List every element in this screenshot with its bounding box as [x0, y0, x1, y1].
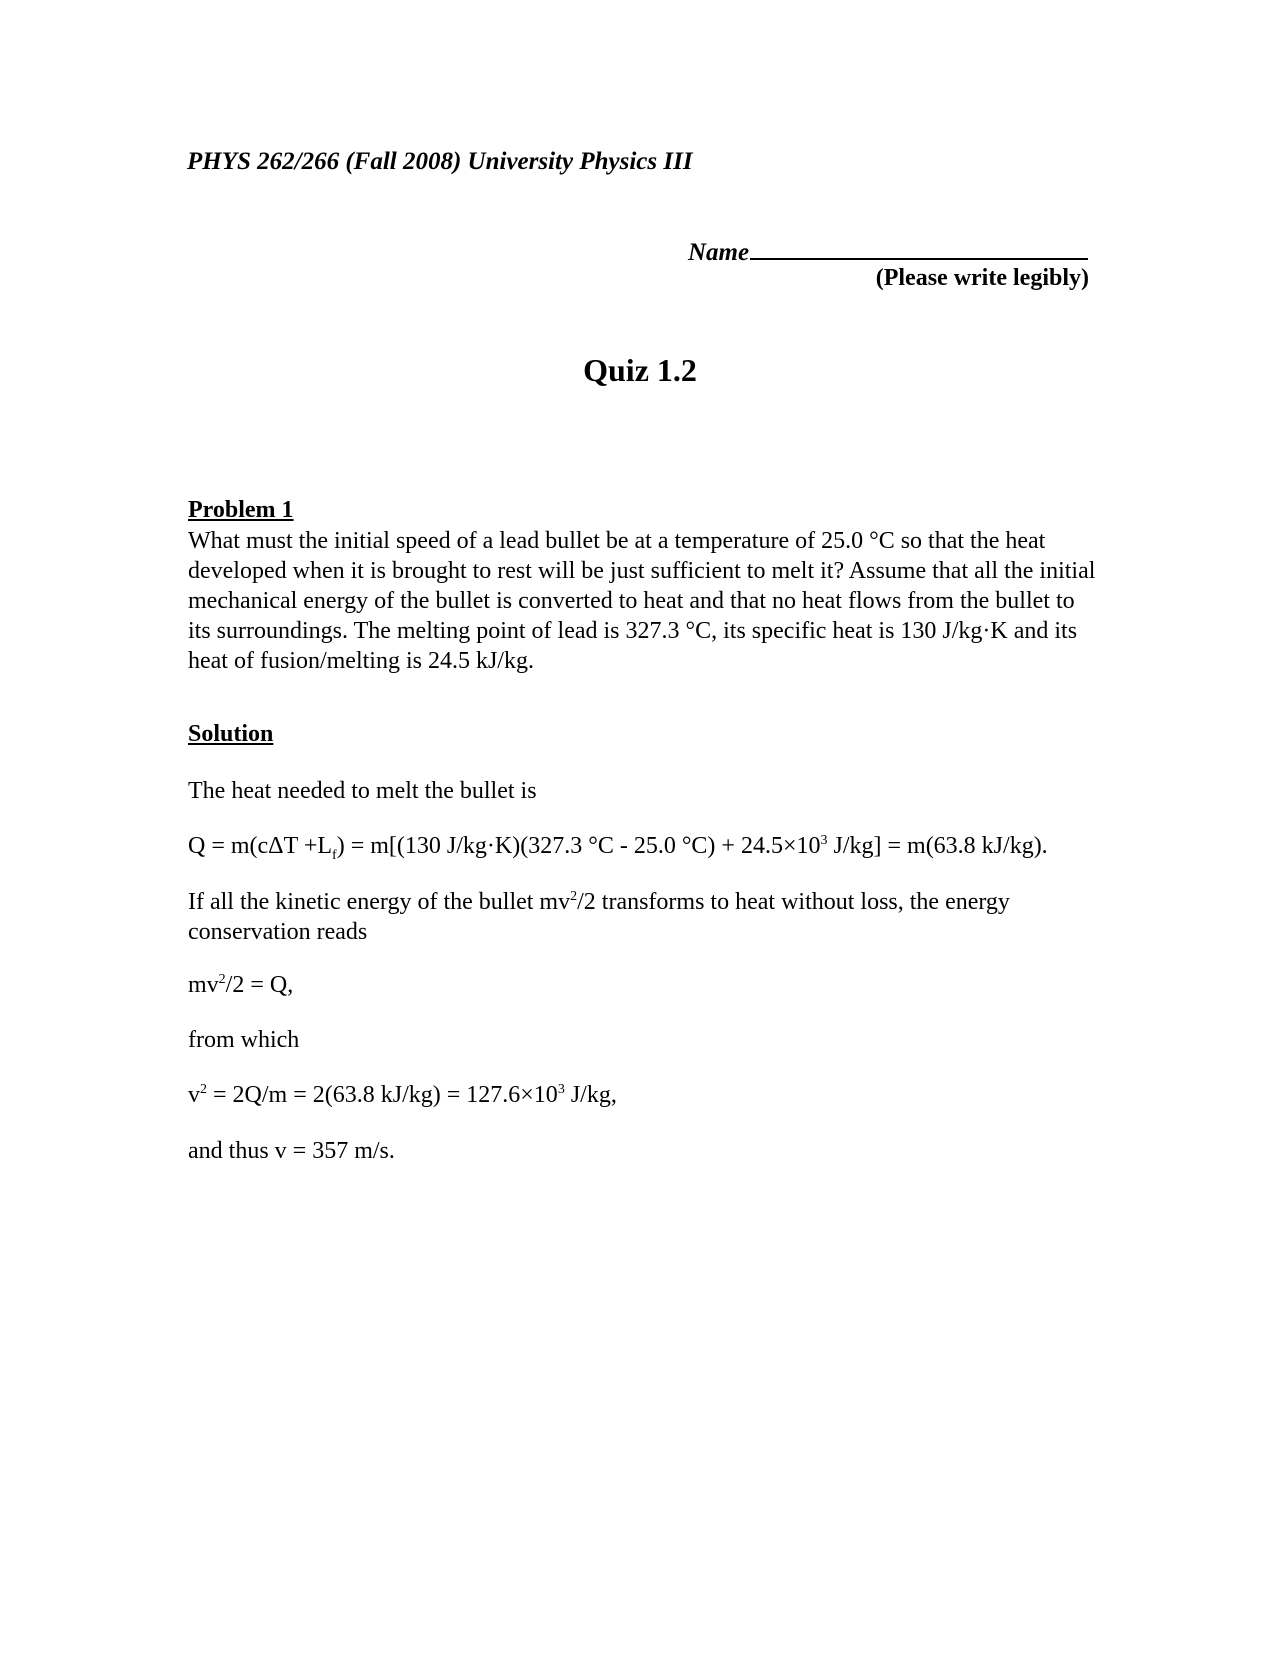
equation-kinetic: $mv^2/2 = Q$,: [188, 972, 294, 998]
name-blank-line: [750, 234, 1088, 260]
problem-heading: Problem 1: [188, 497, 294, 523]
energy-conservation-text: If all the kinetic energy of the bullet $mv^2/2$ transforms to heat without loss, the energy conservation reads: [188, 889, 1010, 945]
solution-heading: Solution: [188, 721, 274, 747]
solution-intro: The heat needed to melt the bullet is: [188, 778, 537, 804]
equation-heat: $Q = m(c\Delta T +L_f) = m[(130$ J/kg·K)(327.3 °C - 25.0 $^\circ C) + 24.5\times 10^3$ J/kg] = m(63.8 kJ/kg).: [188, 833, 1048, 863]
legibly-note: (Please write legibly): [875, 265, 1089, 291]
from-which-text: from which: [188, 1027, 300, 1053]
name-field: [688, 234, 1088, 267]
equation-velocity-squared: $v^2 = 2Q/m = 2(63.8$ $kJ/kg) = 127.6\times 10^3$ J/kg,: [188, 1082, 617, 1108]
quiz-title: [0, 352, 1280, 389]
quiz-title-text: Quiz 1.2: [583, 352, 697, 388]
course-title: PHYS 262/266 (Fall 2008) University Physics III: [187, 148, 693, 175]
conclusion-text: and thus v = 357 m/s.: [188, 1138, 395, 1164]
name-label: Name: [688, 239, 750, 266]
problem-text: What must the initial speed of a lead bullet be at a temperature of 25.0 °C so that the heat developed when it is brought to rest will be just sufficient to melt it? Assume that all the initial mechanical energy of the bullet is converted to heat and that no heat flows from the bullet to its surroundings. The melting point of lead is 327.3 °C, its specific heat is 130 J/kg·K and its heat of fusion/melting is 24.5 kJ/kg.: [188, 528, 1096, 674]
